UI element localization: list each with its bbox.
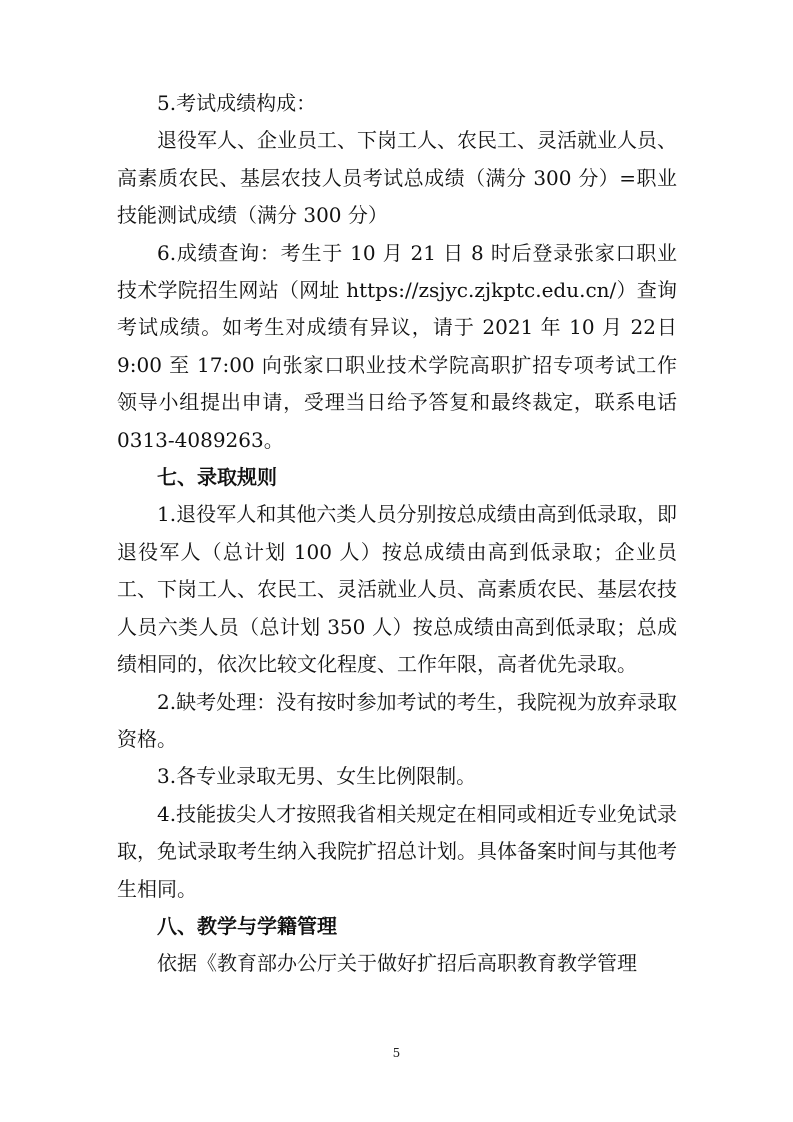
text-line: =职业技能测试成绩（满分 300 分） (117, 165, 678, 228)
text-line: 录取资格。 (117, 689, 677, 751)
text-line: 2.缺考处理：没有按时参加考试的考生，我院视为放弃 (157, 689, 637, 714)
section-5-title: 5.考试成绩构成： (157, 91, 317, 115)
text-line: 1.退役军人和其他六类人员分别按总成绩由高到低录 (157, 502, 617, 527)
page-number: 5 (392, 1046, 401, 1060)
paragraph (117, 796, 677, 908)
paragraph: 依据《教育部办公厅关于做好扩招后高职教育教学管理 (157, 951, 637, 976)
text-line: 优先录取。 (537, 652, 637, 677)
text-line: 工作领导小组提出申请，受理当日给予答复和最终裁定，联 (117, 352, 678, 415)
paragraph (117, 684, 677, 759)
section-heading-teaching-management: 八、教学与学籍管理 (157, 913, 337, 938)
text-line: 查询考试成绩。如考生对成绩有异议，请于 2021 年 10 月 22 (117, 278, 678, 340)
text-line: 4.技能拔尖人才按照我省相关规定在相同或相近专业 (157, 801, 617, 826)
text-line: 企业员工、下岗工人、农民工、灵活就业人员、高素质农民、 (117, 539, 678, 602)
section-heading-admission-rules: 七、录取规则 (157, 465, 277, 490)
text-line: 退役军人、企业员工、下岗工人、农民工、灵活就业人 (157, 128, 637, 153)
text-line: 员、高素质农民、基层农技人员考试总成绩（满分 300 分） (117, 128, 677, 190)
text-line: 免试录取，免试录取考生纳入我院扩招总计划。具体备案时 (117, 801, 677, 864)
text-line: 基层农技人员六类人员（总计划 350 人）按总成绩由高到低 (117, 577, 677, 639)
document-body (117, 85, 677, 983)
text-line: 技术学院招生网站（网址 https://zsjyc.zjkptc.edu.cn/） (117, 278, 637, 303)
text-line: 录取；总成绩相同的，依次比较文化程度、工作年限，高者 (117, 614, 678, 677)
text-line: 间与其他考生相同。 (117, 839, 677, 901)
paragraph (117, 122, 677, 234)
paragraph (117, 496, 677, 683)
text-line: 系电话 0313-4089263。 (117, 390, 678, 452)
text-line: 6.成绩查询：考生于 10 月 21 日 8 时后登录张家口职业 (157, 240, 677, 265)
paragraph: 3.各专业录取无男、女生比例限制。 (157, 764, 477, 789)
text-line: 取，即退役军人（总计划 100 人）按总成绩由高到低录取； (117, 502, 677, 564)
text-line: 日 9:00 至 17:00 向张家口职业技术学院高职扩招专项考试 (117, 315, 677, 377)
paragraph (117, 235, 677, 459)
